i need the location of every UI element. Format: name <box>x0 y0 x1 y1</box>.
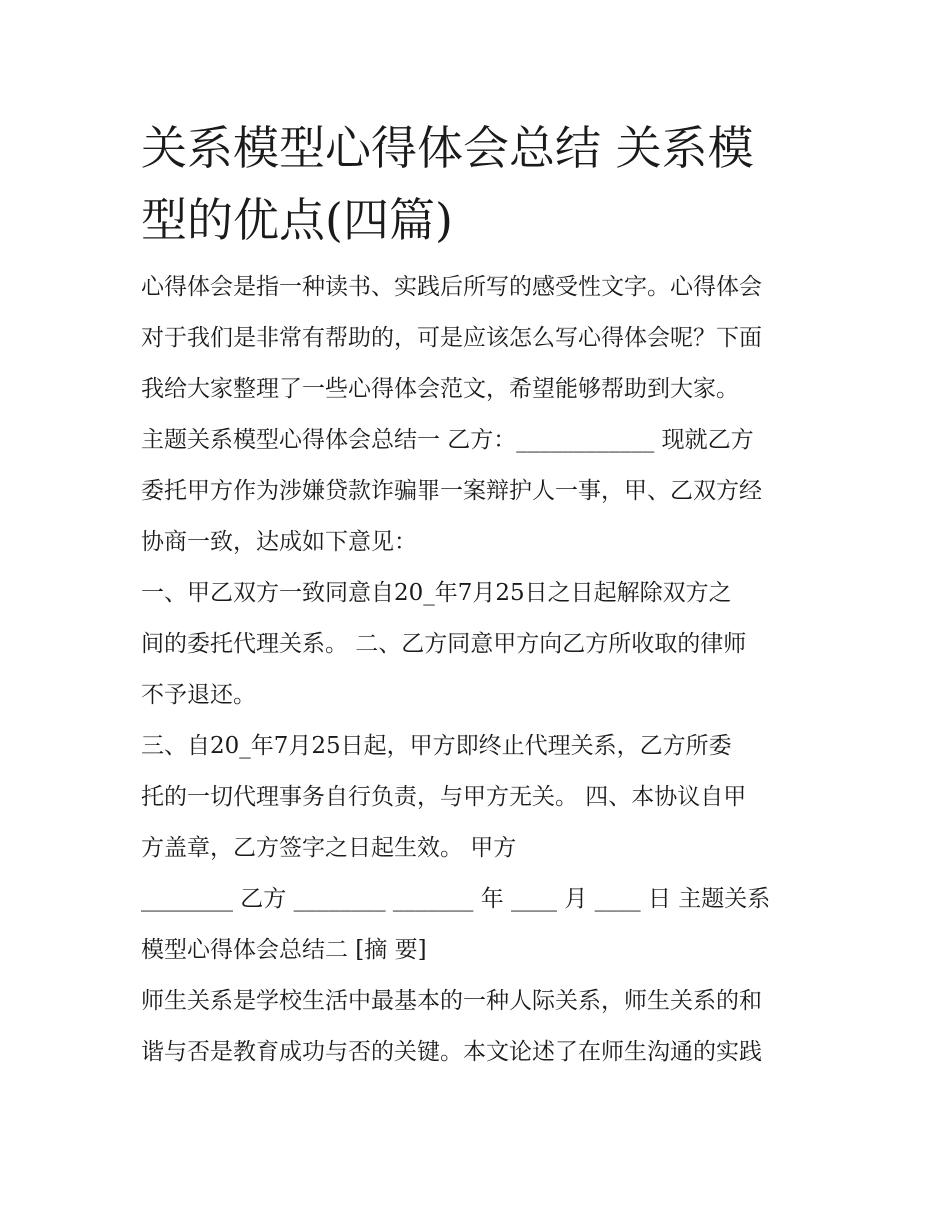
text-line: 不予退还。 <box>141 682 256 708</box>
text-line: 三、自20_年7月25日起，甲方即终止代理关系，乙方所委 <box>141 733 732 759</box>
text-line: 心得体会是指一种读书、实践后所写的感受性文字。心得体会 <box>141 274 762 300</box>
title-line: 型的优点(四篇) <box>141 193 453 247</box>
text-line: 委托甲方作为涉嫌贷款诈骗罪一案辩护人一事，甲、乙双方经 <box>141 478 762 504</box>
document-title <box>141 112 813 256</box>
title-line: 关系模型心得体会总结 关系模 <box>141 121 754 175</box>
text-line: 师生关系是学校生活中最基本的一种人际关系，师生关系的和 <box>141 988 762 1014</box>
text-line: 主题关系模型心得体会总结一 乙方：____________ 现就乙方 <box>141 427 754 453</box>
text-line: 一、甲乙双方一致同意自20_年7月25日之日起解除双方之 <box>141 580 732 606</box>
paragraph-clause-one-two <box>141 568 813 721</box>
text-line: 模型心得体会总结二 [摘 要] <box>141 937 427 963</box>
text-line: 托的一切代理事务自行负责，与甲方无关。 四、本协议自甲 <box>141 784 747 810</box>
paragraph-signature <box>141 874 813 976</box>
text-line: 对于我们是非常有帮助的，可是应该怎么写心得体会呢？下面 <box>141 325 762 351</box>
paragraph-intro <box>141 262 813 415</box>
text-line: 谐与否是教育成功与否的关键。本文论述了在师生沟通的实践 <box>141 1039 762 1065</box>
paragraph-section-one <box>141 415 813 568</box>
document-body <box>141 112 813 1078</box>
text-line: 协商一致，达成如下意见： <box>141 529 417 555</box>
text-line: 间的委托代理关系。 二、乙方同意甲方向乙方所收取的律师 <box>141 631 747 657</box>
text-line: 方盖章，乙方签字之日起生效。 甲方 <box>141 835 517 861</box>
paragraph-abstract <box>141 976 813 1078</box>
text-line: 我给大家整理了一些心得体会范文，希望能够帮助到大家。 <box>141 376 739 402</box>
text-line: ________ 乙方 ________ _______ 年 ____ 月 ____ 日 主题关系 <box>141 886 771 912</box>
paragraph-clause-three-four <box>141 721 813 874</box>
